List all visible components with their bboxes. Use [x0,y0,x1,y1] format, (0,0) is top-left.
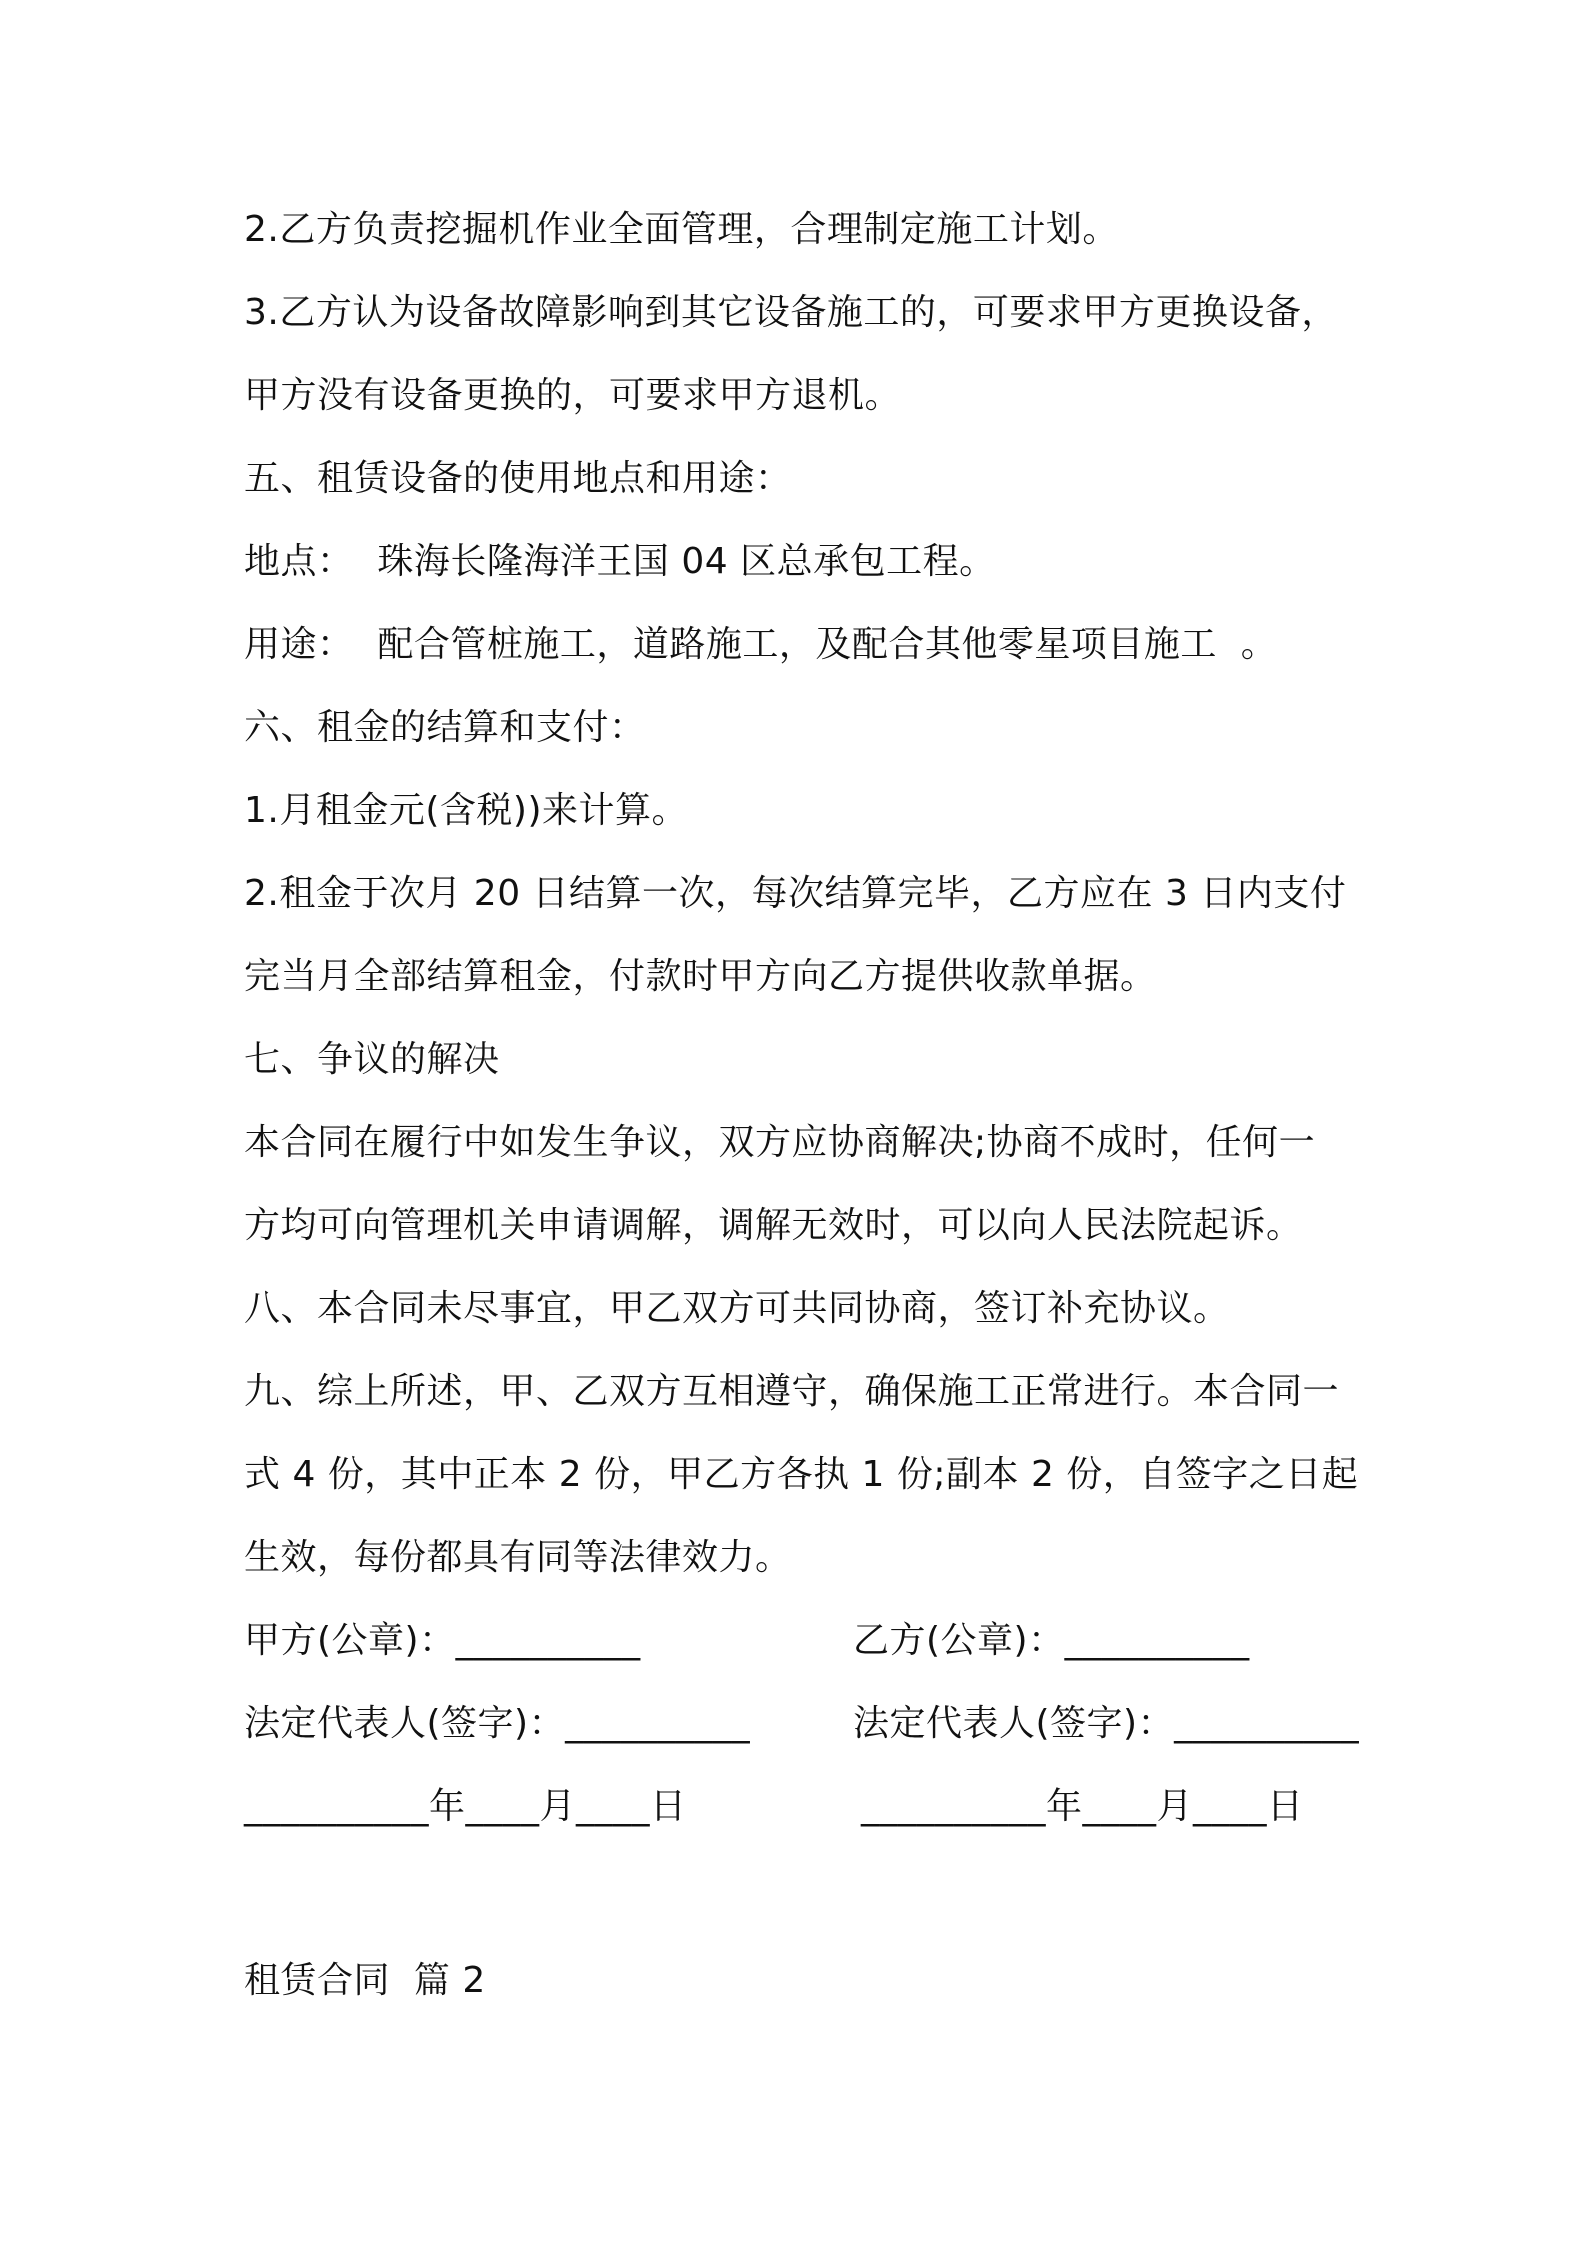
clause-line: 方均可向管理机关申请调解，调解无效时，可以向人民法院起诉。 [244,1205,1303,1246]
clause-line: 甲方没有设备更换的，可要求甲方退机。 [244,375,902,416]
section-heading: 七、争议的解决 [244,1039,500,1080]
section-heading: 九、综上所述，甲、乙双方互相遵守，确保施工正常进行。本合同一 [244,1371,1340,1412]
clause-line: 地点： 珠海长隆海洋王国 04 区总承包工程。 [244,541,996,582]
clause-line: 3.乙方认为设备故障影响到其它设备施工的，可要求甲方更换设备， [244,292,1338,333]
clause-line: 生效，每份都具有同等法律效力。 [244,1537,792,1578]
section-heading: 八、本合同未尽事宜，甲乙双方可共同协商，签订补充协议。 [244,1288,1230,1329]
next-section-title: 租赁合同 篇 2 [244,1960,486,2001]
party-a-rep-field: 法定代表人(签字)：__________ [244,1703,751,1744]
party-b-seal-field: 乙方(公章)：__________ [853,1620,1250,1661]
clause-line: 本合同在履行中如发生争议，双方应协商解决;协商不成时，任何一 [244,1122,1316,1163]
clause-line: 1.月租金元(含税))来计算。 [244,790,688,831]
clause-line: 2.租金于次月 20 日结算一次，每次结算完毕，乙方应在 3 日内支付 [244,873,1347,914]
party-a-date-field: __________年____月____日 [244,1786,687,1827]
clause-line: 用途： 配合管桩施工，道路施工，及配合其他零星项目施工 。 [244,624,1278,665]
clause-line: 2.乙方负责挖掘机作业全面管理，合理制定施工计划。 [244,209,1119,250]
party-b-date-field: __________年____月____日 [861,1786,1304,1827]
clause-line: 式 4 份，其中正本 2 份，甲乙方各执 1 份;副本 2 份，自签字之日起 [244,1454,1359,1495]
clause-line: 完当月全部结算租金，付款时甲方向乙方提供收款单据。 [244,956,1157,997]
section-heading: 五、租赁设备的使用地点和用途： [244,458,792,499]
section-heading: 六、租金的结算和支付： [244,707,646,748]
party-a-seal-field: 甲方(公章)：__________ [244,1620,641,1661]
party-b-rep-field: 法定代表人(签字)：__________ [853,1703,1360,1744]
